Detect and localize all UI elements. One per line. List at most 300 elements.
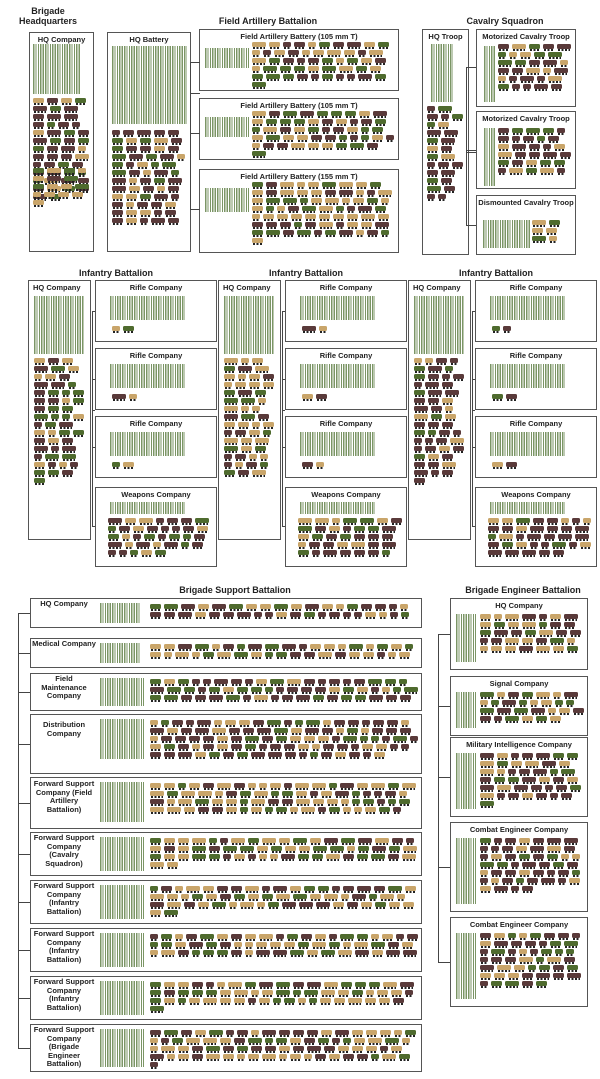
vehicle-icon (339, 190, 353, 195)
vehicle-icon (129, 394, 137, 399)
vehicle-icon (150, 652, 161, 657)
vehicle-group (112, 130, 187, 240)
vehicle-icon (150, 910, 161, 915)
vehicle-icon (329, 783, 337, 788)
unit-label: Forward Support Company (Infantry Battalion) (33, 929, 95, 964)
vehicle-icon (126, 138, 137, 143)
vehicle-icon (547, 957, 561, 962)
vehicle-icon (200, 934, 214, 939)
vehicle-icon (112, 210, 123, 215)
vehicle-icon (498, 76, 506, 81)
vehicle-icon (203, 950, 214, 955)
vehicle-icon (33, 122, 44, 127)
vehicle-icon (363, 799, 374, 804)
vehicle-icon (444, 130, 458, 135)
vehicle-icon (400, 982, 414, 987)
vehicle-icon (282, 644, 296, 649)
vehicle-group (150, 886, 418, 918)
vehicle-icon (519, 870, 530, 875)
vehicle-icon (540, 160, 551, 165)
vehicle-icon (255, 366, 269, 371)
vehicle-icon (532, 236, 546, 241)
vehicle-icon (150, 728, 164, 733)
vehicle-icon (410, 736, 418, 741)
vehicle-icon (168, 146, 179, 151)
vehicle-icon (427, 154, 438, 159)
vehicle-icon (58, 122, 69, 127)
vehicle-icon (322, 127, 330, 132)
vehicle-icon (310, 838, 321, 843)
vehicle-icon (73, 430, 84, 435)
vehicle-icon (544, 933, 555, 938)
connector-line (18, 613, 30, 614)
vehicle-group (492, 462, 520, 472)
vehicle-icon (178, 998, 186, 1003)
vehicle-icon (178, 982, 189, 987)
vehicle-group (492, 394, 520, 404)
vehicle-icon (186, 886, 200, 891)
vehicle-icon (304, 886, 315, 891)
vehicle-icon (560, 60, 568, 65)
vehicle-icon (554, 160, 565, 165)
vehicle-icon (290, 652, 301, 657)
vehicle-icon (550, 941, 561, 946)
vehicle-icon (302, 462, 313, 467)
vehicle-icon (298, 534, 309, 539)
vehicle-icon (548, 52, 562, 57)
vehicle-icon (178, 1046, 189, 1051)
vehicle-icon (165, 210, 176, 215)
vehicle-icon (223, 1046, 234, 1051)
vehicle-icon (526, 160, 537, 165)
vehicle-icon (347, 604, 358, 609)
vehicle-icon (555, 700, 563, 705)
vehicle-icon (47, 114, 61, 119)
vehicle-icon (519, 769, 530, 774)
vehicle-icon (192, 679, 200, 684)
vehicle-icon (311, 74, 319, 79)
vehicle-icon (502, 518, 513, 523)
connector-line (18, 950, 30, 951)
vehicle-icon (238, 470, 249, 475)
vehicle-icon (335, 652, 346, 657)
vehicle-icon (544, 534, 555, 539)
vehicle-icon (307, 982, 321, 987)
unit-label: Field Artillery Battery (105 mm T) (240, 32, 358, 41)
vehicle-icon (308, 143, 319, 148)
vehicle-icon (252, 222, 263, 227)
vehicle-icon (224, 390, 235, 395)
vehicle-icon (537, 76, 545, 81)
vehicle-icon (494, 886, 508, 891)
vehicle-icon (335, 791, 349, 796)
vehicle-icon (301, 687, 312, 692)
vehicle-icon (240, 791, 251, 796)
vehicle-icon (350, 119, 358, 124)
vehicle-icon (336, 119, 347, 124)
vehicle-icon (348, 720, 359, 725)
vehicle-icon (266, 182, 277, 187)
vehicle-icon (279, 838, 290, 843)
vehicle-icon (393, 687, 401, 692)
vehicle-icon (271, 695, 279, 700)
vehicle-icon (178, 1054, 189, 1059)
vehicle-icon (160, 154, 174, 159)
vehicle-icon (324, 644, 335, 649)
vehicle-icon (333, 214, 344, 219)
vehicle-icon (302, 50, 310, 55)
vehicle-group (150, 1030, 418, 1066)
vehicle-icon (228, 982, 242, 987)
vehicle-icon (59, 374, 70, 379)
vehicle-icon (72, 162, 83, 167)
vehicle-icon (368, 534, 379, 539)
vehicle-icon (33, 176, 44, 181)
vehicle-icon (358, 74, 372, 79)
vehicle-icon (304, 612, 315, 617)
vehicle-icon (252, 127, 260, 132)
vehicle-group (298, 518, 402, 562)
vehicle-icon (255, 446, 266, 451)
vehicle-icon (141, 550, 152, 555)
vehicle-icon (519, 854, 530, 859)
vehicle-icon (380, 1030, 391, 1035)
vehicle-icon (273, 886, 287, 891)
vehicle-icon (284, 744, 295, 749)
soldier-figure-icon (100, 933, 144, 967)
vehicle-group (112, 326, 140, 336)
vehicle-icon (192, 1046, 203, 1051)
vehicle-icon (331, 111, 342, 116)
soldier-figure-icon (456, 692, 476, 728)
vehicle-icon (561, 854, 569, 859)
vehicle-icon (414, 446, 422, 451)
vehicle-icon (389, 902, 400, 907)
vehicle-icon (269, 42, 280, 47)
vehicle-icon (267, 720, 281, 725)
vehicle-icon (231, 934, 242, 939)
vehicle-icon (379, 807, 390, 812)
vehicle-icon (427, 170, 438, 175)
vehicle-icon (33, 114, 44, 119)
vehicle-icon (151, 202, 162, 207)
vehicle-icon (150, 854, 161, 859)
vehicle-icon (294, 66, 305, 71)
vehicle-icon (425, 446, 436, 451)
vehicle-icon (343, 526, 351, 531)
vehicle-icon (259, 998, 270, 1003)
vehicle-icon (367, 143, 378, 148)
vehicle-icon (567, 777, 578, 782)
vehicle-icon (260, 454, 268, 459)
vehicle-icon (33, 146, 44, 151)
vehicle-icon (375, 74, 386, 79)
vehicle-icon (522, 886, 533, 891)
vehicle-icon (164, 846, 175, 851)
vehicle-icon (157, 186, 165, 191)
vehicle-icon (252, 50, 260, 55)
vehicle-icon (234, 783, 245, 788)
vehicle-icon (112, 162, 123, 167)
vehicle-icon (296, 799, 310, 804)
vehicle-icon (480, 838, 491, 843)
vehicle-icon (355, 982, 366, 987)
vehicle-group (480, 933, 584, 1001)
vehicle-icon (351, 744, 359, 749)
vehicle-icon (548, 708, 556, 713)
vehicle-icon (223, 854, 231, 859)
vehicle-icon (33, 154, 44, 159)
vehicle-icon (305, 604, 319, 609)
vehicle-group (150, 679, 418, 705)
vehicle-icon (491, 878, 499, 883)
vehicle-icon (514, 965, 525, 970)
vehicle-icon (290, 1038, 301, 1043)
vehicle-icon (347, 902, 358, 907)
vehicle-icon (161, 526, 169, 531)
vehicle-group (112, 462, 140, 472)
vehicle-icon (150, 990, 161, 995)
vehicle-icon (296, 695, 310, 700)
vehicle-icon (311, 190, 322, 195)
vehicle-icon (498, 144, 509, 149)
vehicle-icon (557, 128, 565, 133)
vehicle-icon (340, 534, 351, 539)
vehicle-icon (51, 366, 65, 371)
vehicle-icon (245, 736, 259, 741)
vehicle-icon (298, 942, 309, 947)
vehicle-icon (405, 990, 413, 995)
vehicle-icon (263, 430, 271, 435)
vehicle-icon (319, 222, 333, 227)
vehicle-icon (209, 687, 220, 692)
vehicle-icon (354, 807, 362, 812)
vehicle-icon (427, 146, 438, 151)
vehicle-icon (223, 687, 234, 692)
connector-line (18, 998, 30, 999)
vehicle-icon (497, 965, 511, 970)
vehicle-icon (566, 700, 574, 705)
vehicle-icon (558, 534, 572, 539)
vehicle-icon (329, 942, 340, 947)
vehicle-icon (525, 941, 536, 946)
vehicle-icon (150, 791, 164, 796)
connector-line (282, 311, 283, 526)
vehicle-icon (526, 128, 540, 133)
section-title: Field Artillery Battalion (218, 16, 318, 26)
vehicle-icon (298, 518, 312, 523)
vehicle-icon (276, 934, 284, 939)
vehicle-icon (389, 604, 397, 609)
vehicle-icon (184, 687, 195, 692)
vehicle-icon (491, 646, 502, 651)
vehicle-icon (167, 791, 178, 796)
vehicle-icon (550, 716, 561, 721)
vehicle-icon (249, 382, 260, 387)
vehicle-icon (339, 66, 353, 71)
vehicle-icon (368, 542, 379, 547)
vehicle-icon (215, 791, 223, 796)
vehicle-icon (265, 612, 273, 617)
vehicle-icon (536, 973, 550, 978)
vehicle-icon (137, 202, 148, 207)
vehicle-icon (572, 854, 580, 859)
vehicle-icon (341, 982, 352, 987)
soldier-figure-icon (100, 719, 144, 759)
vehicle-icon (355, 695, 366, 700)
vehicle-icon (217, 783, 231, 788)
vehicle-icon (385, 1038, 399, 1043)
vehicle-icon (186, 934, 197, 939)
vehicle-icon (414, 462, 425, 467)
vehicle-icon (192, 652, 200, 657)
vehicle-icon (224, 374, 235, 379)
vehicle-icon (273, 950, 287, 955)
vehicle-icon (248, 783, 256, 788)
vehicle-icon (356, 182, 367, 187)
vehicle-icon (453, 374, 464, 379)
vehicle-icon (480, 630, 491, 635)
vehicle-icon (390, 744, 398, 749)
vehicle-icon (561, 793, 572, 798)
vehicle-icon (183, 526, 194, 531)
vehicle-icon (348, 998, 362, 1003)
vehicle-icon (519, 933, 527, 938)
vehicle-icon (154, 138, 168, 143)
vehicle-icon (397, 894, 405, 899)
vehicle-icon (543, 60, 557, 65)
vehicle-icon (266, 190, 277, 195)
vehicle-icon (280, 119, 291, 124)
vehicle-icon (452, 114, 463, 119)
vehicle-icon (512, 136, 520, 141)
vehicle-icon (241, 438, 252, 443)
vehicle-icon (262, 736, 273, 741)
vehicle-icon (539, 614, 547, 619)
connector-line (18, 1048, 30, 1049)
vehicle-icon (364, 42, 375, 47)
vehicle-icon (167, 518, 178, 523)
connector-line (472, 526, 475, 527)
vehicle-icon (308, 58, 319, 63)
vehicle-icon (276, 982, 290, 987)
vehicle-icon (143, 186, 154, 191)
vehicle-icon (162, 162, 176, 167)
vehicle-icon (311, 198, 322, 203)
vehicle-icon (327, 799, 338, 804)
vehicle-icon (62, 470, 73, 475)
vehicle-icon (311, 135, 322, 140)
vehicle-icon (195, 1030, 206, 1035)
vehicle-icon (298, 542, 306, 547)
vehicle-icon (252, 135, 263, 140)
vehicle-icon (299, 846, 310, 851)
vehicle-icon (339, 230, 353, 235)
vehicle-icon (58, 192, 69, 197)
connector-line (472, 447, 475, 448)
vehicle-icon (509, 168, 523, 173)
vehicle-icon (564, 838, 578, 843)
vehicle-icon (154, 130, 165, 135)
vehicle-icon (243, 728, 254, 733)
vehicle-icon (402, 1038, 410, 1043)
vehicle-icon (543, 144, 551, 149)
vehicle-icon (354, 1038, 365, 1043)
vehicle-icon (480, 708, 494, 713)
vehicle-icon (48, 398, 59, 403)
vehicle-icon (112, 146, 123, 151)
vehicle-icon (427, 162, 435, 167)
unit-label: Forward Support Company (Infantry Battalion) (33, 977, 95, 1012)
vehicle-icon (240, 799, 248, 804)
vehicle-icon (209, 1030, 223, 1035)
vehicle-icon (280, 222, 291, 227)
vehicle-icon (150, 1006, 164, 1011)
vehicle-icon (361, 728, 369, 733)
vehicle-icon (34, 382, 48, 387)
vehicle-icon (402, 854, 416, 859)
vehicle-icon (488, 542, 499, 547)
vehicle-icon (270, 679, 284, 684)
vehicle-icon (298, 550, 309, 555)
soldier-figure-icon (490, 296, 565, 320)
soldier-figure-icon (100, 1029, 144, 1067)
vehicle-icon (276, 612, 287, 617)
vehicle-icon (252, 198, 263, 203)
vehicle-icon (567, 973, 581, 978)
vehicle-icon (133, 534, 141, 539)
vehicle-icon (543, 44, 554, 49)
vehicle-icon (274, 728, 288, 733)
vehicle-icon (224, 454, 232, 459)
vehicle-icon (223, 612, 234, 617)
vehicle-icon (245, 942, 253, 947)
vehicle-group (480, 692, 584, 730)
vehicle-icon (308, 42, 316, 47)
vehicle-icon (126, 218, 137, 223)
vehicle-icon (350, 135, 358, 140)
vehicle-icon (64, 176, 78, 181)
soldier-figure-icon (205, 117, 249, 137)
unit-label: Rifle Company (129, 283, 183, 292)
vehicle-icon (567, 965, 578, 970)
soldier-figure-icon (456, 614, 476, 662)
vehicle-icon (391, 1046, 402, 1051)
vehicle-icon (488, 518, 499, 523)
vehicle-icon (150, 982, 161, 987)
connector-line (92, 311, 95, 312)
vehicle-icon (318, 807, 326, 812)
vehicle-icon (265, 644, 279, 649)
vehicle-icon (266, 119, 277, 124)
vehicle-group (480, 753, 584, 811)
vehicle-icon (503, 326, 511, 331)
vehicle-icon (508, 777, 519, 782)
vehicle-icon (33, 130, 44, 135)
vehicle-icon (198, 604, 209, 609)
vehicle-icon (502, 846, 513, 851)
vehicle-icon (361, 119, 372, 124)
vehicle-icon (164, 695, 178, 700)
vehicle-icon (360, 518, 374, 523)
vehicle-icon (140, 194, 151, 199)
vehicle-icon (283, 74, 294, 79)
vehicle-icon (290, 886, 301, 891)
section-title: Cavalry Squadron (466, 16, 544, 26)
vehicle-icon (312, 744, 320, 749)
vehicle-icon (361, 135, 369, 140)
vehicle-icon (164, 990, 175, 995)
